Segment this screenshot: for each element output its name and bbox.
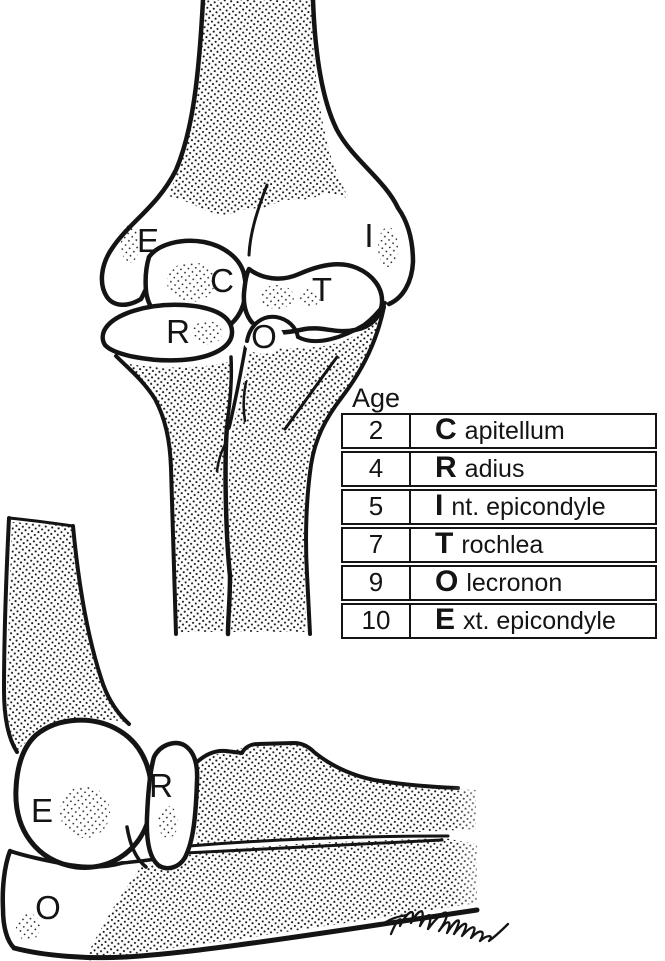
ap-trochlea-center-1: [260, 285, 294, 309]
table-row: [341, 527, 657, 563]
mnemonic-letter: R: [435, 451, 457, 484]
table-row: [341, 413, 657, 449]
table-row: [341, 603, 657, 639]
table-row: [341, 451, 657, 487]
center-cell: [411, 415, 655, 447]
lat-humerus-shaft-shading: [7, 522, 125, 751]
ap-label-trochlea: T: [311, 271, 333, 308]
lat-condyle-center: [60, 786, 110, 838]
ap-label-radius: R: [166, 313, 190, 350]
mnemonic-letter: C: [435, 413, 457, 446]
lat-label-olecranon: O: [35, 889, 61, 926]
age-table-header: Age: [351, 383, 401, 413]
ap-label-external-epicondyle: E: [136, 222, 160, 259]
ap-radial-head-center: [192, 321, 222, 345]
age-cell: 7: [343, 529, 411, 561]
lat-radial-head: [147, 743, 197, 868]
ap-label-internal-epicondyle: I: [364, 217, 374, 254]
center-cell: [411, 491, 655, 523]
ap-humerus-shaft-shading: [168, 0, 350, 214]
lat-olecranon-left-edge: [3, 851, 14, 948]
center-cell: [411, 453, 655, 485]
lat-label-external-epicondyle: E: [30, 792, 54, 829]
mnemonic-letter: I: [435, 489, 444, 522]
table-row: [341, 489, 657, 525]
age-cell: 9: [343, 567, 411, 599]
lat-ulna-shading: [84, 838, 477, 961]
ap-label-capitellum: C: [210, 262, 234, 299]
age-cell: 5: [343, 491, 411, 523]
age-cell: 10: [343, 605, 411, 637]
center-name: nt. epicondyle: [451, 493, 606, 521]
ap-int-epicondyle-center: [378, 227, 398, 267]
center-name: adius: [464, 455, 525, 483]
lat-radius-shading: [196, 745, 476, 845]
ap-capitellum-center: [167, 262, 215, 302]
center-cell: [411, 567, 655, 599]
center-name: apitellum: [464, 417, 565, 445]
ap-label-olecranon: O: [251, 318, 277, 355]
critoe-age-table: [341, 413, 657, 641]
lat-radial-head-center: [158, 806, 178, 838]
center-cell: [411, 529, 655, 561]
center-name: xt. epicondyle: [463, 607, 616, 635]
mnemonic-letter: O: [435, 565, 459, 598]
age-cell: 4: [343, 453, 411, 485]
center-name: lecronon: [466, 569, 563, 597]
lat-forearm-fade: [452, 735, 516, 957]
mnemonic-letter: E: [435, 603, 456, 636]
table-row: [341, 565, 657, 601]
center-cell: [411, 605, 655, 637]
lat-label-radius: R: [149, 767, 173, 804]
center-name: rochlea: [461, 531, 544, 559]
mnemonic-letter: T: [435, 527, 454, 560]
age-cell: 2: [343, 415, 411, 447]
